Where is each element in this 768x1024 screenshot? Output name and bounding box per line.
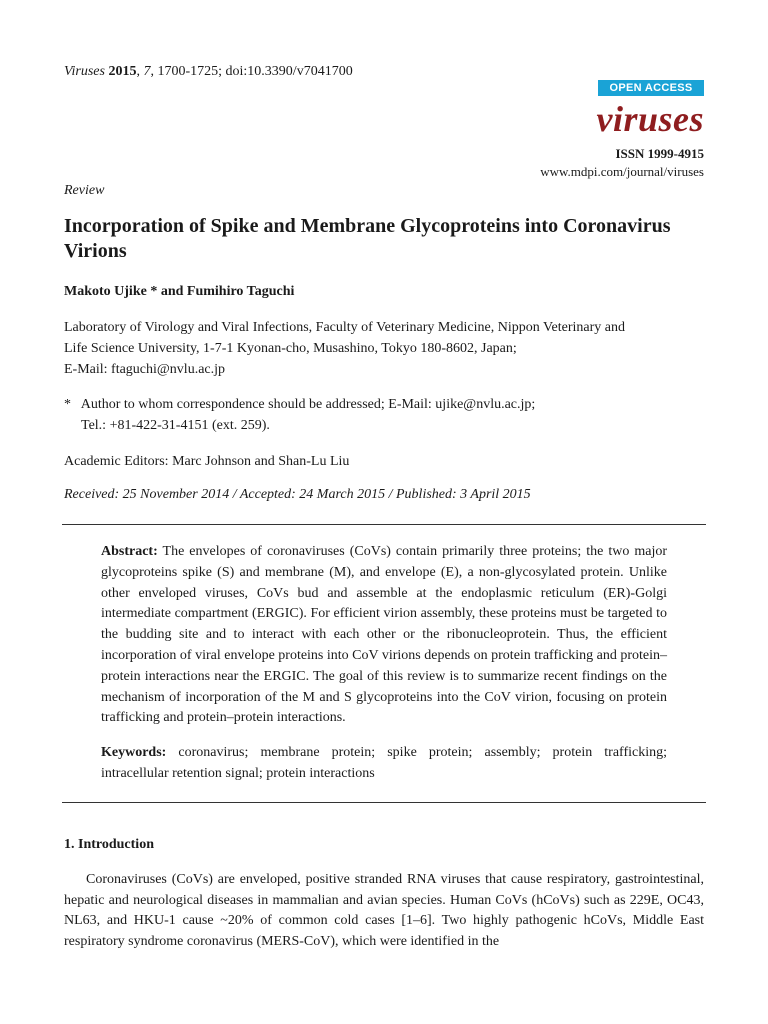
issn: ISSN 1999-4915	[615, 146, 704, 161]
paper-title: Incorporation of Spike and Membrane Glycoproteins into Coronavirus Virions	[64, 215, 671, 262]
citation-rest: , 1700-1725; doi:10.3390/v7041700	[150, 64, 353, 79]
journal-logo: viruses	[596, 99, 704, 139]
authors: Makoto Ujike * and Fumihiro Taguchi	[64, 284, 295, 299]
affiliation-email[interactable]: E-Mail: ftaguchi@nvlu.ac.jp	[64, 362, 226, 377]
section-body: Coronaviruses (CoVs) are enveloped, positive stranded RNA viruses that cause respiratory, gastrointestinal, hepatic and neurological diseases in mammalian and avian species. Human CoVs (hCoVs) such as 229E, OC43, NL63, and HKU-1 cause ~20% of common cold cases [1–6]. Two highly pathogenic hCoVs, Middle East respiratory syndrome coronavirus (MERS-CoV), which were identified in the	[64, 872, 704, 949]
article-type: Review	[64, 183, 105, 198]
correspondence	[64, 394, 704, 436]
section-heading: 1. Introduction	[64, 837, 154, 852]
correspondence-phone: Tel.: +81-422-31-4151 (ext. 259).	[81, 418, 270, 433]
correspondence-line: * Author to whom correspondence should be addressed; E-Mail: ujike@nvlu.ac.jp;	[64, 397, 536, 412]
citation-line: Viruses 2015, 7, 1700-1725; doi:10.3390/v7041700	[64, 64, 353, 79]
journal-url[interactable]: www.mdpi.com/journal/viruses	[540, 164, 704, 179]
publication-dates: Received: 25 November 2014 / Accepted: 24 March 2015 / Published: 3 April 2015	[64, 487, 531, 502]
affiliation-line: Laboratory of Virology and Viral Infections, Faculty of Veterinary Medicine, Nippon Veterinary and	[64, 320, 626, 335]
citation-journal: Viruses	[64, 64, 105, 79]
keywords-text: coronavirus; membrane protein; spike protein; assembly; protein trafficking; intracellular retention signal; protein interactions	[101, 745, 667, 781]
citation-year: 2015	[108, 64, 137, 79]
abstract	[101, 542, 667, 729]
affiliation-line: Life Science University, 1-7-1 Kyonan-cho, Musashino, Tokyo 180-8602, Japan;	[64, 341, 517, 356]
divider-bottom	[62, 802, 706, 803]
citation-volume: 7	[143, 64, 151, 79]
divider-top	[62, 524, 706, 525]
affiliation	[64, 317, 704, 380]
academic-editors: Academic Editors: Marc Johnson and Shan-Lu Liu	[64, 454, 350, 469]
keywords	[101, 743, 667, 785]
open-access-badge: OPEN ACCESS	[598, 80, 704, 96]
keywords-label: Keywords:	[101, 745, 167, 760]
abstract-text: The envelopes of coronaviruses (CoVs) contain primarily three proteins; the two major glycoproteins spike (S) and membrane (M), and envelope (E), a non-glycosylated protein. Unlike other enveloped viruses, CoVs bud and assemble at the endoplasmic reticulum (ER)-Golgi intermediate compartment (ERGIC). For efficient virion assembly, these proteins must be targeted to the budding site and to interact with each other or the ribonucleoprotein. Thus, the efficient incorporation of viral envelope proteins into CoV virions depends on protein trafficking and protein–protein interactions near the ERGIC. The goal of this review is to summarize recent findings on the mechanism of incorporation of the M and S glycoproteins into the CoV virion, focusing on protein trafficking and protein–protein interactions.	[101, 544, 668, 726]
abstract-label: Abstract:	[101, 544, 158, 559]
